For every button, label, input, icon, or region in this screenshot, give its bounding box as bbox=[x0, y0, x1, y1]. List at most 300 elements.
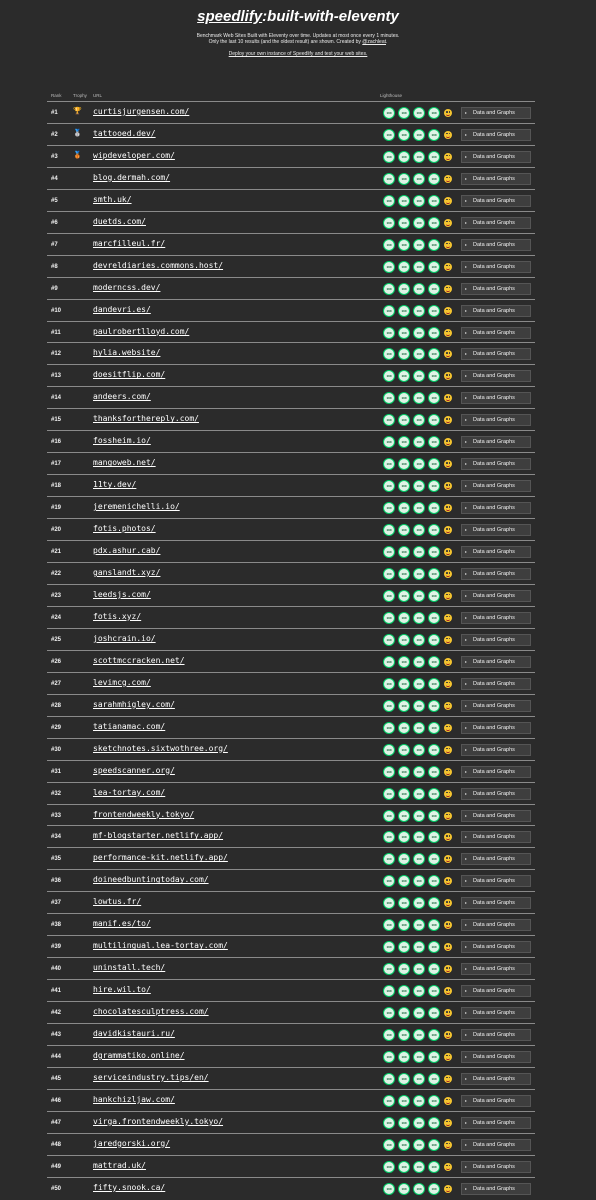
score-accessibility: 100 bbox=[398, 1029, 410, 1041]
score-accessibility: 100 bbox=[398, 195, 410, 207]
table-row bbox=[47, 891, 535, 913]
button-label: Data and Graphs bbox=[473, 966, 515, 973]
rank-label: #46 bbox=[51, 1097, 62, 1104]
site-url-link[interactable]: hankchizljaw.com/ bbox=[93, 1094, 175, 1104]
table-row bbox=[47, 386, 535, 408]
smiling-face-icon bbox=[444, 987, 452, 995]
score-accessibility: 100 bbox=[398, 436, 410, 448]
score-accessibility: 100 bbox=[398, 348, 410, 360]
smiling-face-icon bbox=[444, 197, 452, 205]
lighthouse-scores bbox=[383, 480, 452, 492]
score-seo: 100 bbox=[428, 283, 440, 295]
table-row bbox=[47, 364, 535, 386]
score-seo: 100 bbox=[428, 766, 440, 778]
score-best-practices: 100 bbox=[413, 436, 425, 448]
caret-right-icon: ▸ bbox=[465, 1185, 468, 1191]
score-performance: 100 bbox=[383, 546, 395, 558]
score-accessibility: 100 bbox=[398, 283, 410, 295]
table-row bbox=[47, 869, 535, 891]
brand-link[interactable]: speedlify bbox=[197, 8, 263, 25]
site-url-link[interactable]: lowtus.fr/ bbox=[93, 897, 142, 907]
data-and-graphs-button[interactable] bbox=[461, 831, 531, 843]
site-url-link[interactable]: jaredgorski.org/ bbox=[93, 1138, 171, 1148]
caret-right-icon: ▸ bbox=[465, 131, 468, 137]
site-url-link[interactable]: virga.frontendweekly.tokyo/ bbox=[93, 1116, 224, 1126]
data-and-graphs-button[interactable] bbox=[461, 305, 531, 317]
lighthouse-scores bbox=[383, 327, 452, 339]
smiling-face-icon bbox=[444, 1163, 452, 1171]
table-header bbox=[47, 90, 535, 101]
data-and-graphs-button[interactable] bbox=[461, 744, 531, 756]
site-url-link[interactable]: mattrad.uk/ bbox=[93, 1160, 146, 1170]
table-row bbox=[47, 342, 535, 364]
score-accessibility: 100 bbox=[398, 1007, 410, 1019]
site-url-link[interactable]: scottmccracken.net/ bbox=[93, 655, 185, 665]
score-performance: 100 bbox=[383, 458, 395, 470]
table-row bbox=[47, 672, 535, 694]
data-and-graphs-button[interactable] bbox=[461, 722, 531, 734]
caret-right-icon: ▸ bbox=[465, 197, 468, 203]
smiling-face-icon bbox=[444, 548, 452, 556]
site-url-link[interactable]: chocolatesculptress.com/ bbox=[93, 1007, 209, 1017]
score-seo: 100 bbox=[428, 480, 440, 492]
score-best-practices: 100 bbox=[413, 305, 425, 317]
rank-label: #30 bbox=[51, 746, 62, 753]
score-performance: 100 bbox=[383, 875, 395, 887]
trophy-icon: 🥈 bbox=[73, 129, 82, 137]
data-and-graphs-button[interactable] bbox=[461, 985, 531, 997]
score-best-practices: 100 bbox=[413, 261, 425, 273]
smiling-face-icon bbox=[444, 812, 452, 820]
data-and-graphs-button[interactable] bbox=[461, 634, 531, 646]
score-best-practices: 100 bbox=[413, 590, 425, 602]
score-performance: 100 bbox=[383, 612, 395, 624]
caret-right-icon: ▸ bbox=[465, 1010, 468, 1016]
score-best-practices: 100 bbox=[413, 831, 425, 843]
lighthouse-scores bbox=[383, 919, 452, 931]
score-best-practices: 100 bbox=[413, 919, 425, 931]
caret-right-icon: ▸ bbox=[465, 549, 468, 555]
data-and-graphs-button[interactable] bbox=[461, 1161, 531, 1173]
data-and-graphs-button[interactable] bbox=[461, 546, 531, 558]
smiling-face-icon bbox=[444, 1031, 452, 1039]
data-and-graphs-button[interactable] bbox=[461, 788, 531, 800]
lighthouse-scores bbox=[383, 853, 452, 865]
lighthouse-scores bbox=[383, 722, 452, 734]
smiling-face-icon bbox=[444, 285, 452, 293]
score-seo: 100 bbox=[428, 810, 440, 822]
smiling-face-icon bbox=[444, 131, 452, 139]
score-performance: 100 bbox=[383, 261, 395, 273]
score-performance: 100 bbox=[383, 568, 395, 580]
site-url-link[interactable]: curtisjurgensen.com/ bbox=[93, 107, 190, 116]
data-and-graphs-button[interactable] bbox=[461, 1183, 531, 1195]
smiling-face-icon bbox=[444, 416, 452, 424]
button-label: Data and Graphs bbox=[473, 1163, 515, 1170]
lighthouse-scores bbox=[383, 370, 452, 382]
score-performance: 100 bbox=[383, 1139, 395, 1151]
score-accessibility: 100 bbox=[398, 941, 410, 953]
site-url-link[interactable]: fotis.photos/ bbox=[93, 524, 156, 534]
smiling-face-icon bbox=[444, 965, 452, 973]
caret-right-icon: ▸ bbox=[465, 1141, 468, 1147]
site-url-link[interactable]: devreldiaries.commons.host/ bbox=[93, 260, 224, 270]
score-seo: 100 bbox=[428, 722, 440, 734]
score-seo: 100 bbox=[428, 195, 440, 207]
data-and-graphs-button[interactable] bbox=[461, 656, 531, 668]
data-and-graphs-button[interactable] bbox=[461, 107, 531, 119]
smiling-face-icon bbox=[444, 109, 452, 117]
table-row bbox=[47, 540, 535, 562]
score-best-practices: 100 bbox=[413, 897, 425, 909]
site-url-link[interactable]: sarahmhigley.com/ bbox=[93, 699, 175, 709]
button-label: Data and Graphs bbox=[473, 988, 515, 995]
score-accessibility: 100 bbox=[398, 853, 410, 865]
score-best-practices: 100 bbox=[413, 239, 425, 251]
column-lighthouse: Lighthouse bbox=[380, 93, 403, 98]
score-best-practices: 100 bbox=[413, 1073, 425, 1085]
data-and-graphs-button[interactable] bbox=[461, 283, 531, 295]
site-url-link[interactable]: sketchnotes.sixtwothree.org/ bbox=[93, 743, 228, 753]
site-url-link[interactable]: fossheim.io/ bbox=[93, 436, 151, 446]
site-url-link[interactable]: joshcrain.io/ bbox=[93, 633, 156, 643]
data-and-graphs-button[interactable] bbox=[461, 414, 531, 426]
score-performance: 100 bbox=[383, 853, 395, 865]
score-performance: 100 bbox=[383, 1029, 395, 1041]
score-seo: 100 bbox=[428, 1007, 440, 1019]
site-url-link[interactable]: doineedbuntingtoday.com/ bbox=[93, 875, 209, 885]
rank-label: #22 bbox=[51, 571, 62, 578]
data-and-graphs-button[interactable] bbox=[461, 810, 531, 822]
button-label: Data and Graphs bbox=[473, 702, 515, 709]
button-label: Data and Graphs bbox=[473, 768, 515, 775]
data-and-graphs-button[interactable] bbox=[461, 348, 531, 360]
score-accessibility: 100 bbox=[398, 634, 410, 646]
site-url-link[interactable]: levimcg.com/ bbox=[93, 677, 151, 687]
table-row bbox=[47, 123, 535, 145]
score-seo: 100 bbox=[428, 107, 440, 119]
rank-label: #3 bbox=[51, 153, 58, 160]
rank-label: #12 bbox=[51, 351, 62, 358]
data-and-graphs-button[interactable] bbox=[461, 480, 531, 492]
table-row bbox=[47, 167, 535, 189]
data-and-graphs-button[interactable] bbox=[461, 1073, 531, 1085]
score-performance: 100 bbox=[383, 919, 395, 931]
score-best-practices: 100 bbox=[413, 480, 425, 492]
data-and-graphs-button[interactable] bbox=[461, 963, 531, 975]
lighthouse-scores bbox=[383, 107, 452, 119]
rank-label: #47 bbox=[51, 1119, 62, 1126]
data-and-graphs-button[interactable] bbox=[461, 1029, 531, 1041]
site-url-link[interactable]: dgrammatiko.online/ bbox=[93, 1050, 185, 1060]
caret-right-icon: ▸ bbox=[465, 263, 468, 269]
lighthouse-scores bbox=[383, 656, 452, 668]
score-accessibility: 100 bbox=[398, 502, 410, 514]
button-label: Data and Graphs bbox=[473, 395, 515, 402]
lighthouse-scores bbox=[383, 963, 452, 975]
data-and-graphs-button[interactable] bbox=[461, 327, 531, 339]
rank-label: #6 bbox=[51, 219, 58, 226]
score-accessibility: 100 bbox=[398, 1051, 410, 1063]
site-url-link[interactable]: uninstall.tech/ bbox=[93, 963, 166, 973]
score-seo: 100 bbox=[428, 1051, 440, 1063]
smiling-face-icon bbox=[444, 263, 452, 271]
lighthouse-scores bbox=[383, 831, 452, 843]
rank-label: #39 bbox=[51, 944, 62, 951]
data-and-graphs-button[interactable] bbox=[461, 436, 531, 448]
data-and-graphs-button[interactable] bbox=[461, 392, 531, 404]
site-url-link[interactable]: leedsjs.com/ bbox=[93, 589, 151, 599]
score-performance: 100 bbox=[383, 1161, 395, 1173]
site-url-link[interactable]: multilingual.lea-tortay.com/ bbox=[93, 941, 228, 951]
button-label: Data and Graphs bbox=[473, 175, 515, 182]
data-and-graphs-button[interactable] bbox=[461, 173, 531, 185]
site-url-link[interactable]: andeers.com/ bbox=[93, 392, 151, 402]
site-url-link[interactable]: tatianamac.com/ bbox=[93, 721, 166, 731]
data-and-graphs-button[interactable] bbox=[461, 700, 531, 712]
caret-right-icon: ▸ bbox=[465, 417, 468, 423]
site-url-link[interactable]: manif.es/to/ bbox=[93, 919, 151, 929]
lighthouse-scores bbox=[383, 678, 452, 690]
site-url-link[interactable]: moderncss.dev/ bbox=[93, 282, 161, 292]
score-accessibility: 100 bbox=[398, 107, 410, 119]
results-table bbox=[47, 90, 535, 1199]
table-row bbox=[47, 760, 535, 782]
table-body bbox=[47, 101, 535, 1199]
data-and-graphs-button[interactable] bbox=[461, 766, 531, 778]
score-performance: 100 bbox=[383, 678, 395, 690]
site-url-link[interactable]: davidkistauri.ru/ bbox=[93, 1029, 175, 1039]
smiling-face-icon bbox=[444, 790, 452, 798]
score-accessibility: 100 bbox=[398, 590, 410, 602]
score-performance: 100 bbox=[383, 1051, 395, 1063]
score-performance: 100 bbox=[383, 217, 395, 229]
site-url-link[interactable]: hire.wil.to/ bbox=[93, 985, 151, 995]
button-label: Data and Graphs bbox=[473, 527, 515, 534]
button-label: Data and Graphs bbox=[473, 461, 515, 468]
smiling-face-icon bbox=[444, 855, 452, 863]
score-performance: 100 bbox=[383, 524, 395, 536]
score-performance: 100 bbox=[383, 129, 395, 141]
score-performance: 100 bbox=[383, 392, 395, 404]
score-seo: 100 bbox=[428, 502, 440, 514]
score-accessibility: 100 bbox=[398, 744, 410, 756]
score-seo: 100 bbox=[428, 919, 440, 931]
data-and-graphs-button[interactable] bbox=[461, 678, 531, 690]
score-seo: 100 bbox=[428, 897, 440, 909]
score-accessibility: 100 bbox=[398, 524, 410, 536]
button-label: Data and Graphs bbox=[473, 856, 515, 863]
data-and-graphs-button[interactable] bbox=[461, 151, 531, 163]
score-seo: 100 bbox=[428, 327, 440, 339]
score-best-practices: 100 bbox=[413, 875, 425, 887]
data-and-graphs-button[interactable] bbox=[461, 875, 531, 887]
rank-label: #36 bbox=[51, 878, 62, 885]
data-and-graphs-button[interactable] bbox=[461, 1007, 531, 1019]
smiling-face-icon bbox=[444, 899, 452, 907]
smiling-face-icon bbox=[444, 241, 452, 249]
rank-label: #10 bbox=[51, 307, 62, 314]
caret-right-icon: ▸ bbox=[465, 834, 468, 840]
score-performance: 100 bbox=[383, 151, 395, 163]
lighthouse-scores bbox=[383, 568, 452, 580]
rank-label: #42 bbox=[51, 1010, 62, 1017]
table-row bbox=[47, 606, 535, 628]
rank-label: #31 bbox=[51, 768, 62, 775]
data-and-graphs-button[interactable] bbox=[461, 195, 531, 207]
score-performance: 100 bbox=[383, 985, 395, 997]
table-row bbox=[47, 562, 535, 584]
score-seo: 100 bbox=[428, 1117, 440, 1129]
button-label: Data and Graphs bbox=[473, 1141, 515, 1148]
data-and-graphs-button[interactable] bbox=[461, 524, 531, 536]
data-and-graphs-button[interactable] bbox=[461, 612, 531, 624]
data-and-graphs-button[interactable] bbox=[461, 370, 531, 382]
site-url-link[interactable]: ganslandt.xyz/ bbox=[93, 568, 161, 578]
site-url-link[interactable]: lea-tortay.com/ bbox=[93, 787, 166, 797]
caret-right-icon: ▸ bbox=[465, 680, 468, 686]
table-row bbox=[47, 628, 535, 650]
lighthouse-scores bbox=[383, 1073, 452, 1085]
score-accessibility: 100 bbox=[398, 370, 410, 382]
site-url-link[interactable]: performance-kit.netlify.app/ bbox=[93, 853, 228, 863]
rank-label: #15 bbox=[51, 417, 62, 424]
data-and-graphs-button[interactable] bbox=[461, 458, 531, 470]
rank-label: #48 bbox=[51, 1141, 62, 1148]
site-url-link[interactable]: fotis.xyz/ bbox=[93, 611, 142, 621]
button-label: Data and Graphs bbox=[473, 1032, 515, 1039]
author-link[interactable]: @zachleat bbox=[362, 39, 386, 45]
site-url-link[interactable]: mangoweb.net/ bbox=[93, 458, 156, 468]
button-label: Data and Graphs bbox=[473, 1185, 515, 1192]
table-row bbox=[47, 496, 535, 518]
data-and-graphs-button[interactable] bbox=[461, 1051, 531, 1063]
button-label: Data and Graphs bbox=[473, 197, 515, 204]
score-performance: 100 bbox=[383, 305, 395, 317]
site-url-link[interactable]: dandevri.es/ bbox=[93, 304, 151, 314]
score-seo: 100 bbox=[428, 129, 440, 141]
lighthouse-scores bbox=[383, 744, 452, 756]
table-row bbox=[47, 299, 535, 321]
data-and-graphs-button[interactable] bbox=[461, 941, 531, 953]
caret-right-icon: ▸ bbox=[465, 812, 468, 818]
score-seo: 100 bbox=[428, 1183, 440, 1195]
score-accessibility: 100 bbox=[398, 963, 410, 975]
score-best-practices: 100 bbox=[413, 810, 425, 822]
button-label: Data and Graphs bbox=[473, 1119, 515, 1126]
caret-right-icon: ▸ bbox=[465, 219, 468, 225]
data-and-graphs-button[interactable] bbox=[461, 502, 531, 514]
data-and-graphs-button[interactable] bbox=[461, 590, 531, 602]
score-best-practices: 100 bbox=[413, 678, 425, 690]
data-and-graphs-button[interactable] bbox=[461, 853, 531, 865]
data-and-graphs-button[interactable] bbox=[461, 897, 531, 909]
score-performance: 100 bbox=[383, 480, 395, 492]
button-label: Data and Graphs bbox=[473, 878, 515, 885]
site-url-link[interactable]: 11ty.dev/ bbox=[93, 480, 137, 490]
caret-right-icon: ▸ bbox=[465, 373, 468, 379]
smiling-face-icon bbox=[444, 350, 452, 358]
site-url-link[interactable]: doesitflip.com/ bbox=[93, 370, 166, 380]
data-and-graphs-button[interactable] bbox=[461, 1117, 531, 1129]
site-url-link[interactable]: jeremenichelli.io/ bbox=[93, 502, 180, 512]
caret-right-icon: ▸ bbox=[465, 592, 468, 598]
site-url-link[interactable]: serviceindustry.tips/en/ bbox=[93, 1072, 209, 1082]
caret-right-icon: ▸ bbox=[465, 944, 468, 950]
site-url-link[interactable]: duetds.com/ bbox=[93, 216, 146, 226]
data-and-graphs-button[interactable] bbox=[461, 217, 531, 229]
site-url-link[interactable]: hylia.website/ bbox=[93, 348, 161, 358]
smiling-face-icon bbox=[444, 921, 452, 929]
score-best-practices: 100 bbox=[413, 458, 425, 470]
lighthouse-scores bbox=[383, 239, 452, 251]
deploy-link[interactable]: Deploy your own instance of Speedlify and test your web sites. bbox=[228, 51, 368, 57]
table-row bbox=[47, 1089, 535, 1111]
site-url-link[interactable]: speedscanner.org/ bbox=[93, 765, 175, 775]
data-and-graphs-button[interactable] bbox=[461, 1095, 531, 1107]
rank-label: #11 bbox=[51, 329, 61, 336]
description-end: . bbox=[386, 39, 388, 45]
site-url-link[interactable]: thanksforthereply.com/ bbox=[93, 414, 199, 424]
score-accessibility: 100 bbox=[398, 897, 410, 909]
data-and-graphs-button[interactable] bbox=[461, 919, 531, 931]
button-label: Data and Graphs bbox=[473, 1010, 515, 1017]
rank-label: #28 bbox=[51, 702, 62, 709]
description-text: Benchmark Web Sites Built with Eleventy over time. Updates at most once every 1 minutes. Only the last 10 results (and the oldest result) are shown. Created by bbox=[196, 33, 400, 45]
score-seo: 100 bbox=[428, 612, 440, 624]
data-and-graphs-button[interactable] bbox=[461, 239, 531, 251]
score-accessibility: 100 bbox=[398, 392, 410, 404]
table-row bbox=[47, 255, 535, 277]
score-best-practices: 100 bbox=[413, 392, 425, 404]
score-best-practices: 100 bbox=[413, 151, 425, 163]
score-best-practices: 100 bbox=[413, 1117, 425, 1129]
site-url-link[interactable]: mf-blogstarter.netlify.app/ bbox=[93, 831, 224, 841]
button-label: Data and Graphs bbox=[473, 549, 515, 556]
rank-label: #8 bbox=[51, 263, 58, 270]
data-and-graphs-button[interactable] bbox=[461, 261, 531, 273]
rank-label: #34 bbox=[51, 834, 62, 841]
smiling-face-icon bbox=[444, 1119, 452, 1127]
button-label: Data and Graphs bbox=[473, 1053, 515, 1060]
column-trophy: Trophy bbox=[73, 93, 87, 98]
score-seo: 100 bbox=[428, 524, 440, 536]
rank-label: #38 bbox=[51, 922, 62, 929]
score-accessibility: 100 bbox=[398, 239, 410, 251]
site-url-link[interactable]: blog.dermah.com/ bbox=[93, 172, 171, 182]
score-best-practices: 100 bbox=[413, 1183, 425, 1195]
caret-right-icon: ▸ bbox=[465, 1075, 468, 1081]
table-row bbox=[47, 1045, 535, 1067]
data-and-graphs-button[interactable] bbox=[461, 568, 531, 580]
site-url-link[interactable]: frontendweekly.tokyo/ bbox=[93, 809, 195, 819]
data-and-graphs-button[interactable] bbox=[461, 1139, 531, 1151]
site-url-link[interactable]: marcfilleul.fr/ bbox=[93, 238, 166, 248]
score-seo: 100 bbox=[428, 656, 440, 668]
site-url-link[interactable]: pdx.ashur.cab/ bbox=[93, 546, 161, 556]
smiling-face-icon bbox=[444, 724, 452, 732]
site-url-link[interactable]: paulrobertlloyd.com/ bbox=[93, 326, 190, 336]
site-url-link[interactable]: fifty.snook.ca/ bbox=[93, 1182, 166, 1192]
site-url-link[interactable]: wipdeveloper.com/ bbox=[93, 150, 175, 160]
lighthouse-scores bbox=[383, 261, 452, 273]
site-url-link[interactable]: tattooed.dev/ bbox=[93, 128, 156, 138]
caret-right-icon: ▸ bbox=[465, 1163, 468, 1169]
score-seo: 100 bbox=[428, 590, 440, 602]
site-url-link[interactable]: smth.uk/ bbox=[93, 194, 132, 204]
caret-right-icon: ▸ bbox=[465, 461, 468, 467]
data-and-graphs-button[interactable] bbox=[461, 129, 531, 141]
